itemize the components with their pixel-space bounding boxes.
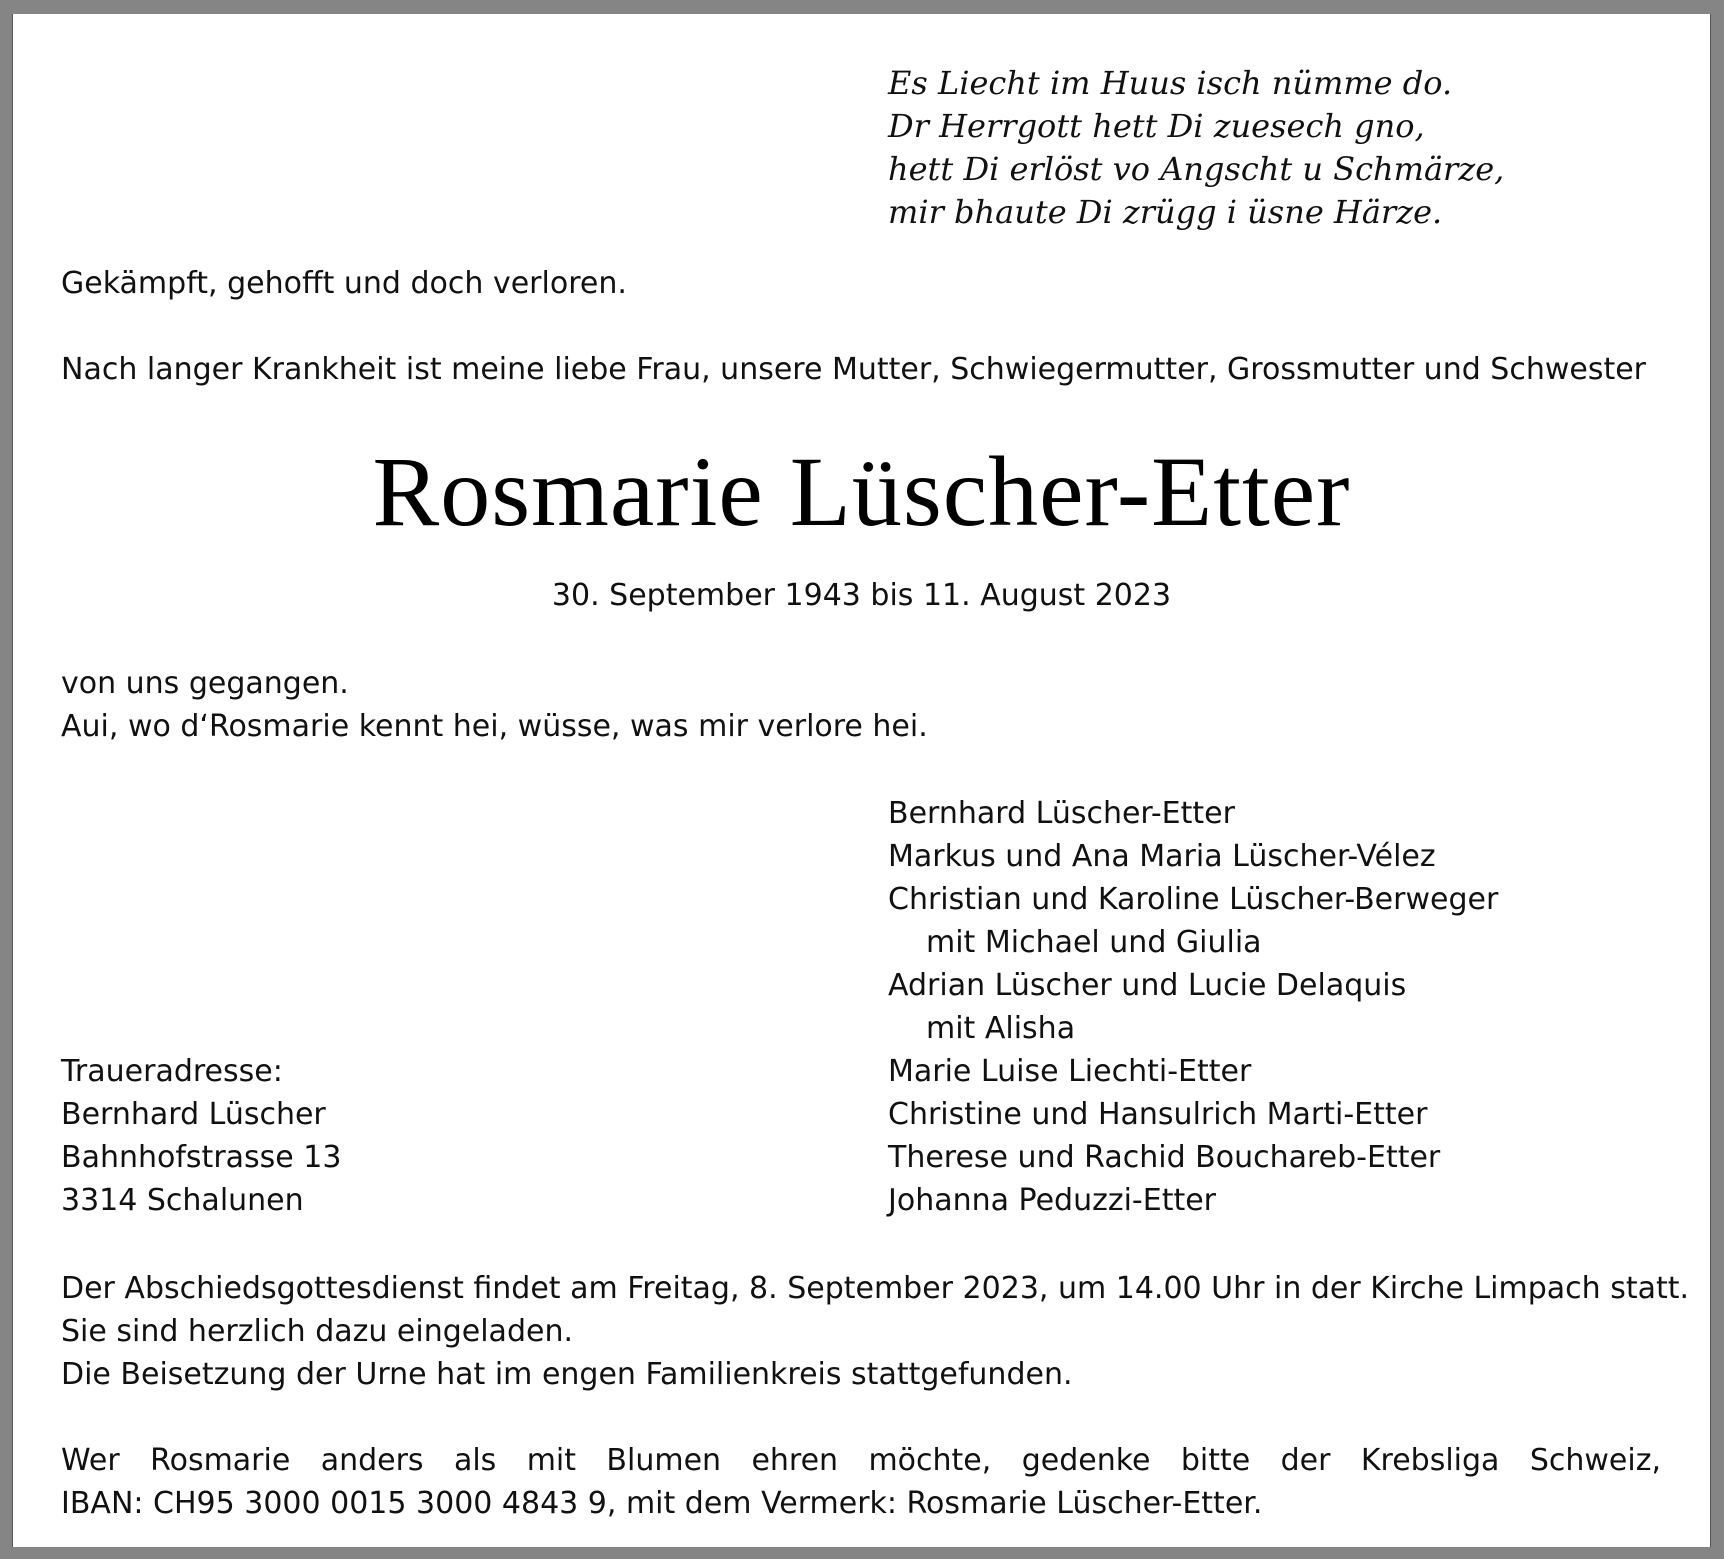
address-street: Bahnhofstrasse 13 bbox=[61, 1140, 342, 1175]
family-list bbox=[888, 792, 1498, 1222]
family-member: Bernhard Lüscher-Etter bbox=[888, 796, 1235, 831]
family-member: Christian und Karoline Lüscher-Berweger bbox=[888, 882, 1499, 917]
service-line-3: Die Beisetzung der Urne hat im engen Familienkreis stattgefunden. bbox=[61, 1357, 1073, 1392]
obituary-notice bbox=[12, 14, 1711, 1547]
family-member: Markus und Ana Maria Lüscher-Vélez bbox=[888, 839, 1436, 874]
service-line-1: Der Abschiedsgottesdienst findet am Freitag, 8. September 2023, um 14.00 Uhr in der Kirche Limpach statt. bbox=[61, 1271, 1690, 1306]
family-member: Therese und Rachid Bouchareb-Etter bbox=[888, 1140, 1441, 1175]
poem-line: hett Di erlöst vo Angscht u Schmärze, bbox=[888, 150, 1505, 188]
intro-line-2: Nach langer Krankheit ist meine liebe Frau, unsere Mutter, Schwiegermutter, Grossmutter und Schwester bbox=[61, 352, 1647, 387]
donation-line-1: Wer Rosmarie anders als mit Blumen ehren möchte, gedenke bitte der Krebsliga Schweiz, bbox=[61, 1443, 1661, 1478]
address-city: 3314 Schalunen bbox=[61, 1183, 304, 1218]
mourning-address bbox=[61, 1050, 341, 1222]
deceased-name: Rosmarie Lüscher-Etter bbox=[372, 436, 1351, 547]
family-member-children: mit Michael und Giulia bbox=[926, 925, 1262, 960]
poem-line: Es Liecht im Huus isch nümme do. bbox=[888, 64, 1453, 102]
family-member-children: mit Alisha bbox=[926, 1011, 1076, 1046]
family-member: Marie Luise Liechti-Etter bbox=[888, 1054, 1252, 1089]
life-dates: 30. September 1943 bis 11. August 2023 bbox=[551, 578, 1172, 613]
service-line-2: Sie sind herzlich dazu eingeladen. bbox=[61, 1314, 573, 1349]
donation-line-2: IBAN: CH95 3000 0015 3000 4843 9, mit dem Vermerk: Rosmarie Lüscher-Etter. bbox=[61, 1486, 1263, 1521]
address-label: Traueradresse: bbox=[61, 1054, 283, 1089]
after-name-line-2: Aui, wo d‘Rosmarie kennt hei, wüsse, was mir verlore hei. bbox=[61, 709, 928, 744]
intro-line-1: Gekämpft, gehofft und doch verloren. bbox=[61, 266, 627, 301]
family-member: Adrian Lüscher und Lucie Delaquis bbox=[888, 968, 1407, 1003]
address-name: Bernhard Lüscher bbox=[61, 1097, 326, 1132]
poem-line: Dr Herrgott hett Di zuesech gno, bbox=[888, 107, 1425, 145]
family-member: Christine und Hansulrich Marti-Etter bbox=[888, 1097, 1428, 1132]
poem-line: mir bhaute Di zrügg i üsne Härze. bbox=[888, 193, 1443, 231]
poem bbox=[888, 62, 1504, 234]
after-name-line-1: von uns gegangen. bbox=[61, 666, 349, 701]
family-member: Johanna Peduzzi-Etter bbox=[888, 1183, 1217, 1218]
